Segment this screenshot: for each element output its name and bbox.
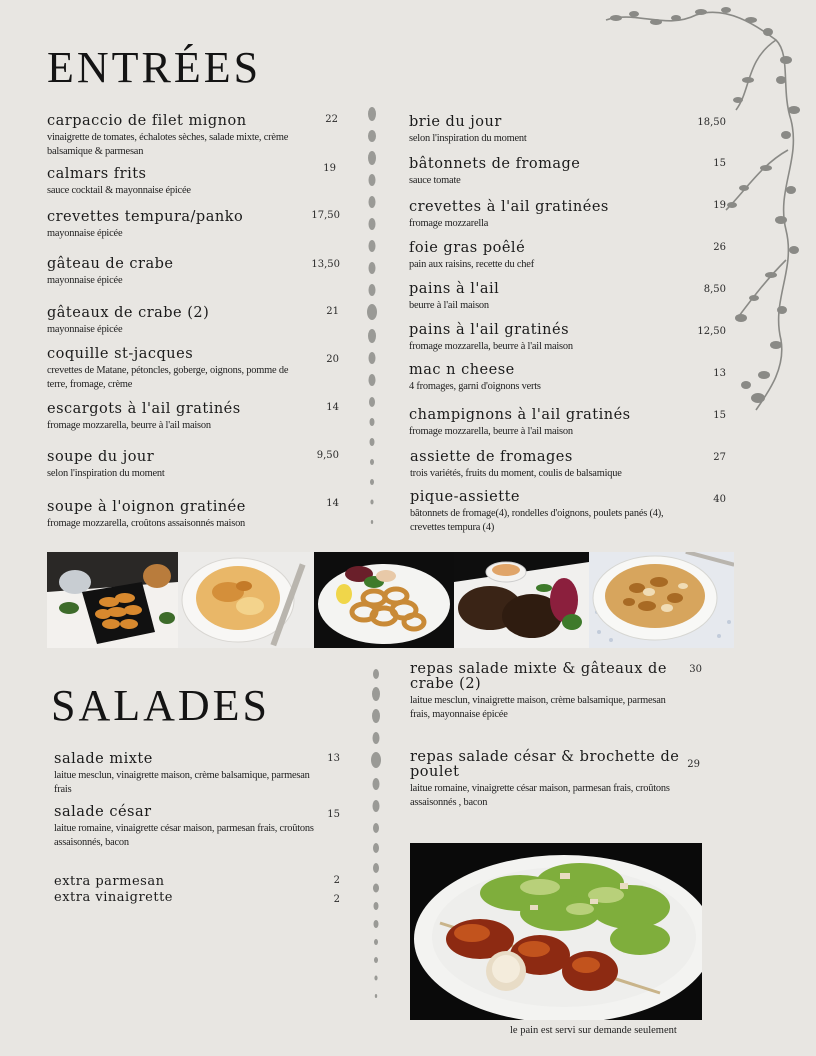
item-desc: 4 fromages, garni d'oignons verts bbox=[409, 381, 541, 393]
menu-item bbox=[409, 157, 689, 188]
item-price: 26 bbox=[713, 242, 726, 253]
item-price: 12,50 bbox=[697, 326, 726, 337]
extra-price: 2 bbox=[333, 875, 340, 886]
item-name: assiette de fromages bbox=[410, 449, 573, 465]
entrees-title: ENTRÉES bbox=[47, 43, 262, 92]
item-desc: fromage mozzarella, beurre à l'ail maison bbox=[409, 426, 573, 438]
menu-item bbox=[47, 257, 317, 288]
salades-title: SALADES bbox=[51, 681, 271, 730]
menu-item bbox=[47, 402, 317, 433]
menu-item bbox=[410, 490, 680, 534]
item-price: 17,50 bbox=[311, 210, 340, 221]
extra-name: extra vinaigrette bbox=[54, 890, 173, 905]
item-name: bâtonnets de fromage bbox=[409, 156, 581, 172]
cheese-sticks-photo bbox=[47, 552, 178, 648]
item-name: soupe à l'oignon gratinée bbox=[47, 499, 246, 515]
menu-item bbox=[410, 750, 685, 809]
item-price: 27 bbox=[713, 452, 726, 463]
item-price: 8,50 bbox=[703, 284, 726, 295]
extra-name: extra parmesan bbox=[54, 874, 165, 889]
item-price: 13 bbox=[713, 368, 726, 379]
item-desc: laitue mesclun, vinaigrette maison, crème balsamique, parmesan frais bbox=[54, 770, 310, 795]
menu-item bbox=[409, 323, 689, 354]
item-desc: sauce cocktail & mayonnaise épicée bbox=[47, 185, 191, 197]
calamari-photo bbox=[314, 552, 454, 648]
item-price: 15 bbox=[713, 158, 726, 169]
item-name: foie gras poêlé bbox=[409, 240, 526, 256]
item-desc: laitue mesclun, vinaigrette maison, crème balsamique, parmesan frais, mayonnaise épicée bbox=[410, 695, 666, 720]
item-price: 14 bbox=[326, 402, 339, 413]
item-price: 9,50 bbox=[316, 450, 339, 461]
item-desc: trois variétés, fruits du moment, coulis de balsamique bbox=[410, 468, 622, 480]
item-name: pains à l'ail gratinés bbox=[409, 322, 570, 338]
dot-divider bbox=[367, 668, 387, 1003]
item-desc: crevettes de Matane, pétoncles, goberge, oignons, pomme de terre, fromage, crème bbox=[47, 365, 289, 390]
menu-item bbox=[409, 241, 689, 272]
menu-item bbox=[47, 306, 317, 337]
extra-item bbox=[54, 875, 314, 889]
dot-divider bbox=[362, 106, 382, 530]
menu-item bbox=[409, 200, 689, 231]
item-desc: fromage mozzarella, beurre à l'ail maison bbox=[47, 420, 211, 432]
item-name: calmars frits bbox=[47, 166, 147, 182]
item-price: 18,50 bbox=[697, 117, 726, 128]
item-name: coquille st-jacques bbox=[47, 346, 194, 362]
item-desc: laitue romaine, vinaigrette césar maison, parmesan frais, croûtons assaisonnés, bacon bbox=[54, 823, 314, 848]
item-desc: sauce tomate bbox=[409, 175, 461, 187]
menu-item bbox=[47, 114, 317, 158]
item-desc: fromage mozzarella, beurre à l'ail maison bbox=[409, 341, 573, 353]
item-name: crevettes tempura/panko bbox=[47, 209, 244, 225]
item-price: 29 bbox=[687, 759, 700, 770]
item-price: 22 bbox=[325, 114, 338, 125]
item-price: 40 bbox=[713, 494, 726, 505]
footer-note: le pain est servi sur demande seulement bbox=[510, 1025, 677, 1036]
menu-item bbox=[409, 282, 689, 313]
item-name: gâteaux de crabe (2) bbox=[47, 305, 210, 321]
item-name: crevettes à l'ail gratinées bbox=[409, 199, 609, 215]
menu-item bbox=[47, 500, 327, 531]
item-name: mac n cheese bbox=[409, 362, 515, 378]
item-name: carpaccio de filet mignon bbox=[47, 113, 247, 129]
item-name: repas salade césar & brochette de poulet bbox=[410, 749, 680, 781]
item-desc: laitue romaine, vinaigrette césar maison, parmesan frais, croûtons assaisonnés , bacon bbox=[410, 783, 670, 808]
item-desc: fromage mozzarella bbox=[409, 218, 489, 230]
crab-cakes-photo bbox=[454, 552, 589, 648]
item-name: soupe du jour bbox=[47, 449, 155, 465]
item-price: 14 bbox=[326, 498, 339, 509]
item-name: pique-assiette bbox=[410, 489, 521, 505]
item-name: escargots à l'ail gratinés bbox=[47, 401, 241, 417]
item-price: 19 bbox=[713, 200, 726, 211]
menu-item bbox=[47, 167, 317, 198]
item-desc: beurre à l'ail maison bbox=[409, 300, 489, 312]
item-price: 15 bbox=[327, 809, 340, 820]
item-price: 19 bbox=[323, 163, 336, 174]
menu-item bbox=[409, 115, 689, 146]
item-desc: fromage mozzarella, croûtons assaisonnés maison bbox=[47, 518, 246, 530]
item-desc: vinaigrette de tomates, échalotes sèches, salade mixte, crème balsamique & parmesan bbox=[47, 132, 289, 157]
item-desc: bâtonnets de fromage(4), rondelles d'oignons, poulets panés (4), crevettes tempura (4) bbox=[410, 508, 664, 533]
item-name: salade mixte bbox=[54, 751, 153, 767]
coquille-photo bbox=[589, 552, 734, 648]
item-price: 21 bbox=[326, 306, 339, 317]
menu-item bbox=[47, 210, 317, 241]
item-desc: mayonnaise épicée bbox=[47, 228, 123, 240]
menu-item bbox=[410, 662, 680, 721]
extra-price: 2 bbox=[333, 894, 340, 905]
menu-item bbox=[410, 450, 690, 481]
menu-item bbox=[47, 450, 317, 481]
caesar-brochette-photo bbox=[410, 843, 702, 1020]
item-price: 30 bbox=[689, 664, 702, 675]
item-name: brie du jour bbox=[409, 114, 502, 130]
menu-item bbox=[54, 752, 329, 796]
item-price: 15 bbox=[713, 410, 726, 421]
item-name: gâteau de crabe bbox=[47, 256, 174, 272]
item-name: repas salade mixte & gâteaux de crabe (2) bbox=[410, 661, 667, 693]
item-price: 13,50 bbox=[311, 259, 340, 270]
menu-item bbox=[47, 347, 297, 391]
extra-item bbox=[54, 891, 314, 905]
item-desc: mayonnaise épicée bbox=[47, 324, 123, 336]
gratin-photo bbox=[178, 552, 314, 648]
item-desc: mayonnaise épicée bbox=[47, 275, 123, 287]
menu-item bbox=[409, 363, 689, 394]
item-desc: pain aux raisins, recette du chef bbox=[409, 259, 534, 271]
item-desc: selon l'inspiration du moment bbox=[409, 133, 527, 145]
menu-item bbox=[54, 805, 314, 849]
item-price: 20 bbox=[326, 354, 339, 365]
item-desc: selon l'inspiration du moment bbox=[47, 468, 165, 480]
item-name: champignons à l'ail gratinés bbox=[409, 407, 631, 423]
item-name: pains à l'ail bbox=[409, 281, 500, 297]
item-price: 13 bbox=[327, 753, 340, 764]
item-name: salade césar bbox=[54, 804, 152, 820]
menu-item bbox=[409, 408, 689, 439]
